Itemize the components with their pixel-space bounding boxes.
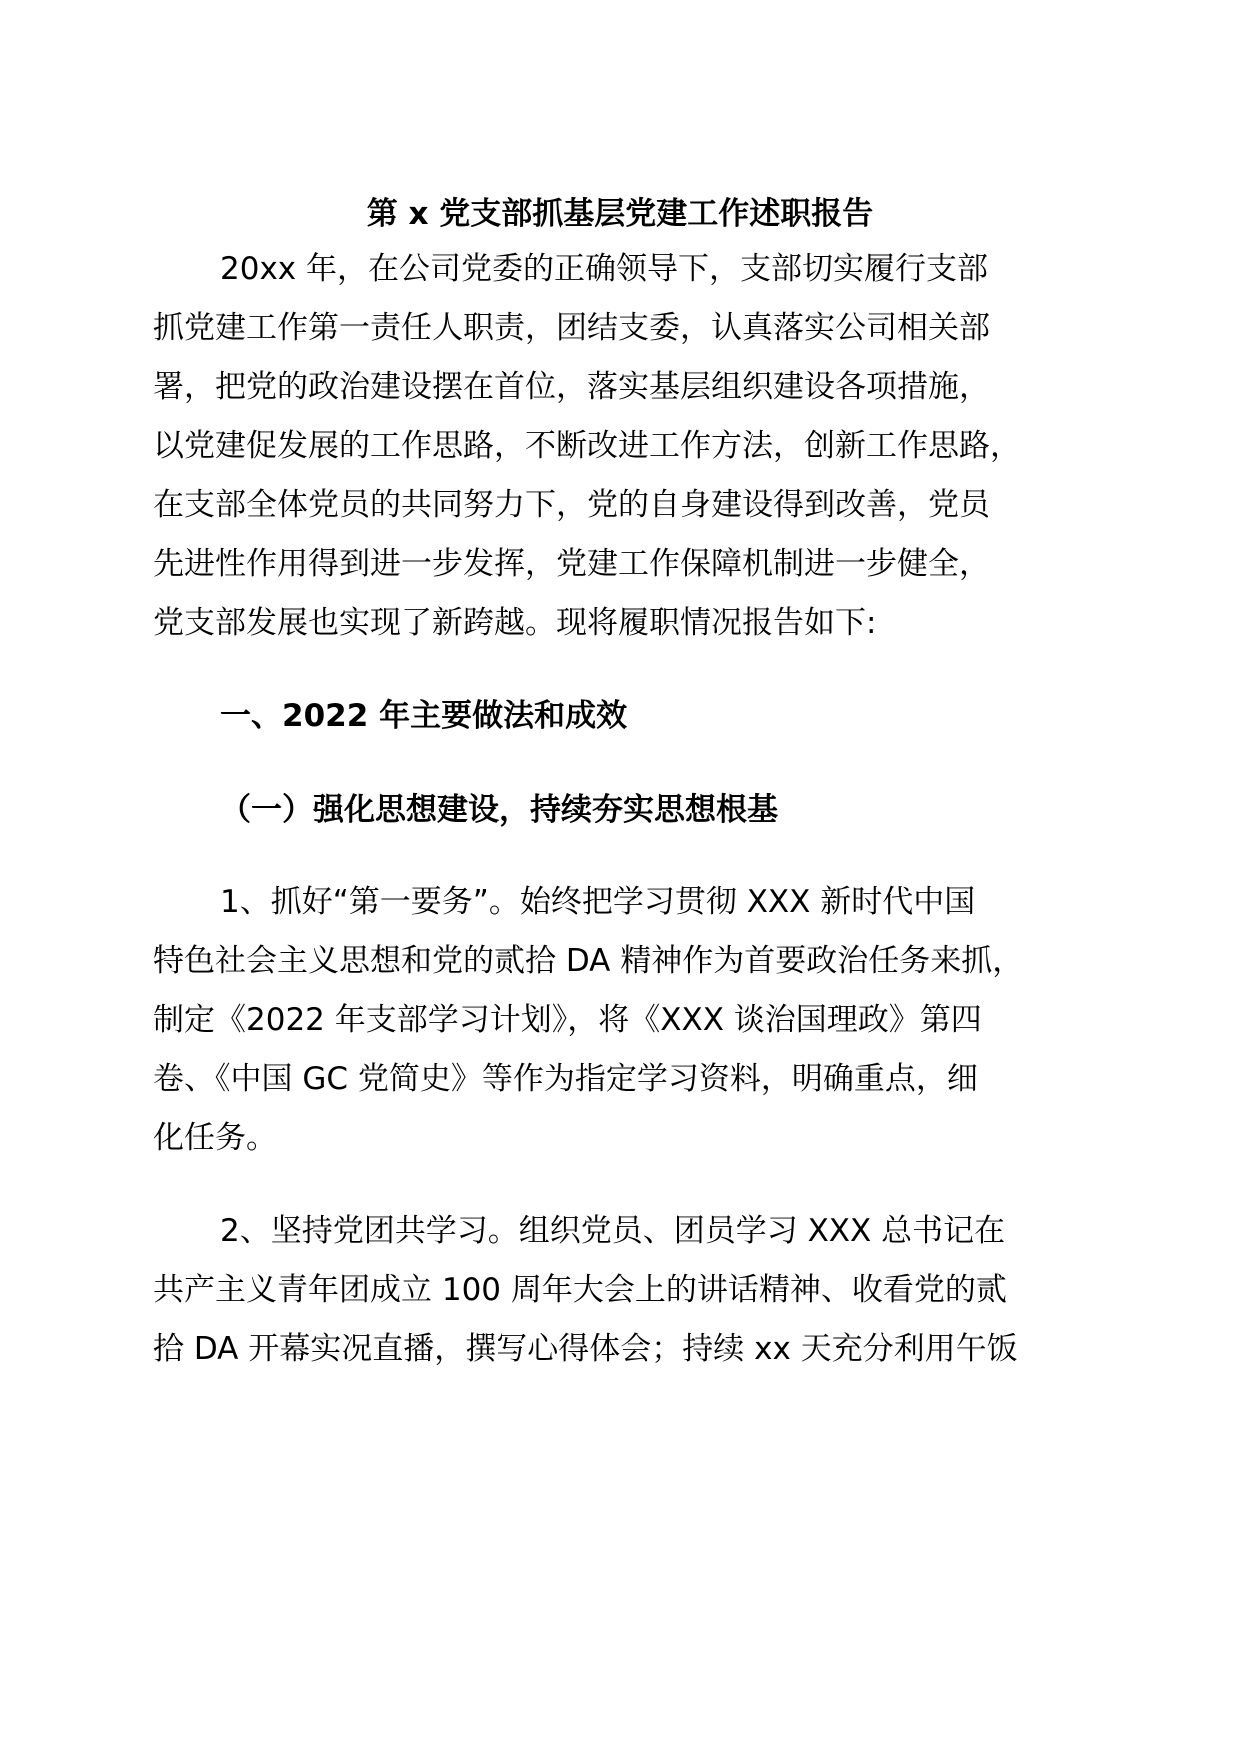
intro-line-2: 抓党建工作第一责任人职责，团结支委，认真落实公司相关部	[153, 310, 990, 346]
item2-line-3: 拾 DA 开幕实况直播，撰写心得体会；持续 xx 天充分利用午饭	[153, 1331, 1018, 1367]
intro-line-3: 署，把党的政治建设摆在首位，落实基层组织建设各项措施，	[153, 369, 990, 405]
section-heading: 一、2022 年主要做法和成效	[220, 698, 628, 734]
subsection-heading: （一）强化思想建设，持续夯实思想根基	[220, 792, 778, 828]
item1-line-4: 卷、《中国 GC 党简史》等作为指定学习资料，明确重点，细	[153, 1061, 978, 1097]
item1-line-2: 特色社会主义思想和党的贰拾 DA 精神作为首要政治任务来抓，	[153, 943, 1024, 979]
intro-line-6: 先进性作用得到进一步发挥，党建工作保障机制进一步健全，	[153, 546, 990, 582]
item1-line-5: 化任务。	[153, 1120, 277, 1156]
item2-line-1: 2、坚持党团共学习。组织党员、团员学习 XXX 总书记在	[220, 1213, 1006, 1249]
intro-line-7: 党支部发展也实现了新跨越。现将履职情况报告如下:	[153, 605, 877, 641]
item1-line-1: 1、抓好“第一要务”。始终把学习贯彻 XXX 新时代中国	[220, 884, 976, 920]
intro-line-1: 20xx 年，在公司党委的正确领导下，支部切实履行支部	[220, 251, 988, 287]
item2-line-2: 共产主义青年团成立 100 周年大会上的讲话精神、收看党的贰	[153, 1272, 1007, 1308]
intro-line-5: 在支部全体党员的共同努力下，党的自身建设得到改善，党员	[153, 487, 990, 523]
intro-line-4: 以党建促发展的工作思路，不断改进工作方法，创新工作思路，	[153, 428, 1021, 464]
item1-line-3: 制定《2022 年支部学习计划》，将《XXX 谈治国理政》第四	[153, 1002, 982, 1038]
document-title: 第 x 党支部抓基层党建工作述职报告	[366, 196, 874, 232]
